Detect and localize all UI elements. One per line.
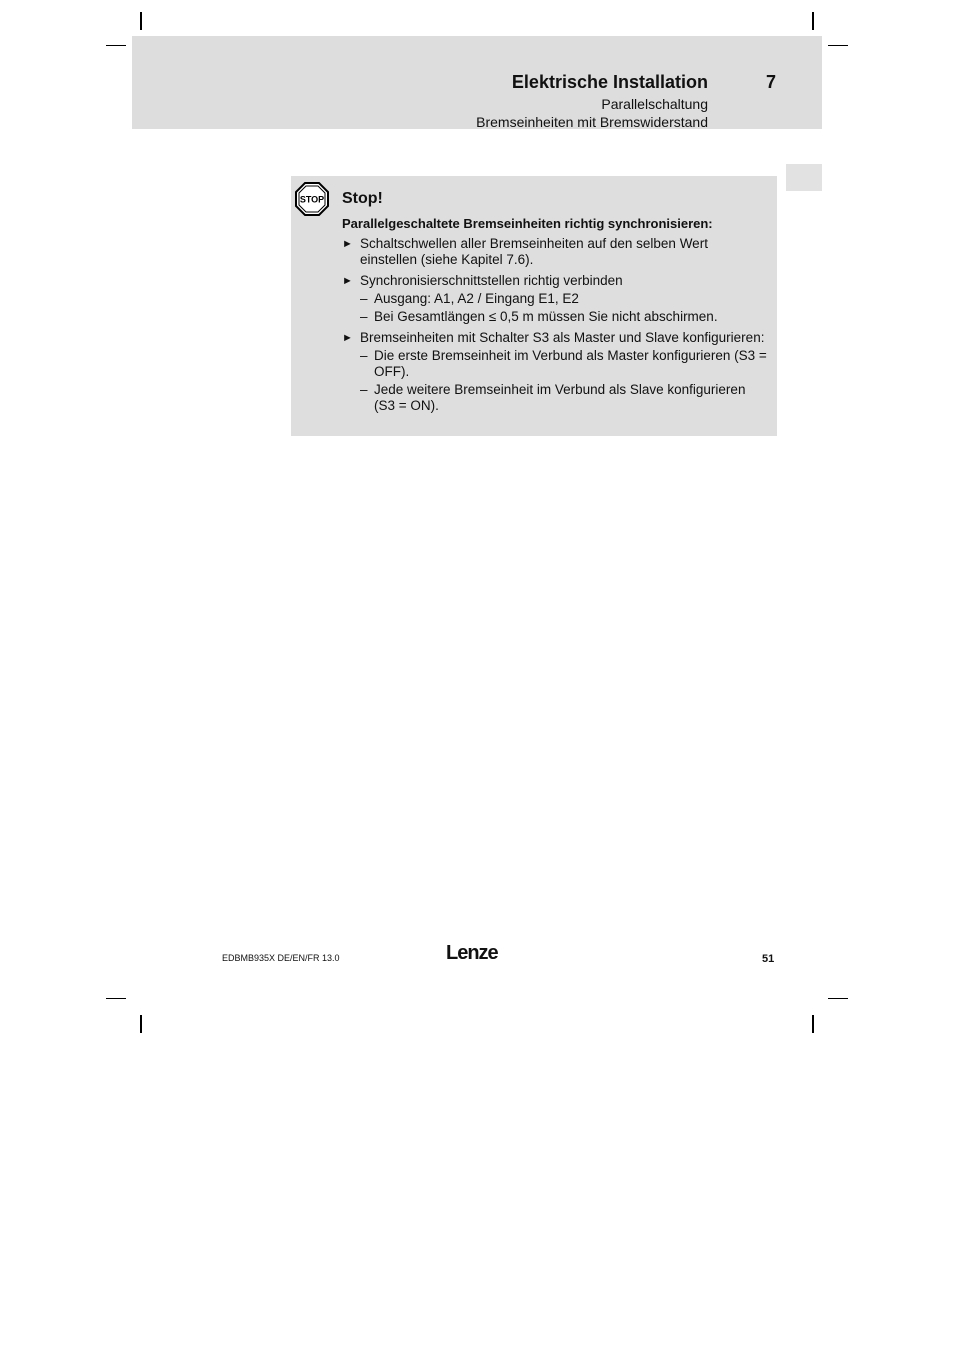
crop-mark <box>140 1015 142 1033</box>
chapter-title: Elektrische Installation <box>511 72 708 92</box>
note-sub-item <box>360 382 767 414</box>
crop-mark <box>106 998 126 999</box>
section-subtitle: Parallelschaltung <box>601 96 708 112</box>
note-sub-item-text: Die erste Bremseinheit im Verbund als Master konfigurieren (S3 = OFF). <box>374 348 767 379</box>
brand-logo: Lenze <box>446 942 498 964</box>
crop-mark <box>812 1015 814 1033</box>
crop-mark <box>812 12 814 30</box>
dash-bullet-icon: – <box>360 348 368 363</box>
document-code: EDBMB935X DE/EN/FR 13.0 <box>222 953 340 963</box>
dash-bullet-icon: – <box>360 382 368 397</box>
note-sub-item-text: Jede weitere Bremseinheit im Verbund als Slave konfigurieren (S3 = ON). <box>374 382 746 413</box>
bullet-arrow-icon: ► <box>342 275 353 287</box>
note-sub-item <box>360 291 767 307</box>
note-list <box>342 236 767 419</box>
note-list-item-text: Synchronisierschnittstellen richtig verbinden <box>360 273 623 288</box>
note-list-item <box>342 330 767 414</box>
crop-mark <box>828 998 848 999</box>
note-title: Stop! <box>342 190 383 207</box>
section-subtitle: Bremseinheiten mit Bremswiderstand <box>476 114 708 130</box>
bullet-arrow-icon: ► <box>342 238 353 250</box>
crop-mark <box>140 12 142 30</box>
note-lead: Parallelgeschaltete Bremseinheiten richtig synchronisieren: <box>342 216 713 231</box>
crop-mark <box>828 45 848 46</box>
page-number: 51 <box>762 953 775 965</box>
chapter-number: 7 <box>766 72 777 92</box>
note-list-item-text: Bremseinheiten mit Schalter S3 als Master und Slave konfigurieren: <box>360 330 765 345</box>
stop-sign-label: STOP <box>299 194 325 205</box>
note-list-item-text: Schaltschwellen aller Bremseinheiten auf den selben Wert einstellen (siehe Kapitel 7.6). <box>360 236 708 267</box>
note-sub-item-text: Bei Gesamtlängen ≤ 0,5 m müssen Sie nicht abschirmen. <box>374 309 718 324</box>
note-sub-item-text: Ausgang: A1, A2 / Eingang E1, E2 <box>374 291 579 306</box>
dash-bullet-icon: – <box>360 309 368 324</box>
stop-sign-icon <box>295 182 329 216</box>
note-list-item <box>342 236 767 268</box>
note-sub-item <box>360 309 767 325</box>
note-list-item <box>342 273 767 325</box>
crop-mark <box>106 45 126 46</box>
note-sub-item <box>360 348 767 380</box>
chapter-side-tab <box>786 164 822 191</box>
stop-note-box <box>291 176 777 436</box>
bullet-arrow-icon: ► <box>342 332 353 344</box>
dash-bullet-icon: – <box>360 291 368 306</box>
